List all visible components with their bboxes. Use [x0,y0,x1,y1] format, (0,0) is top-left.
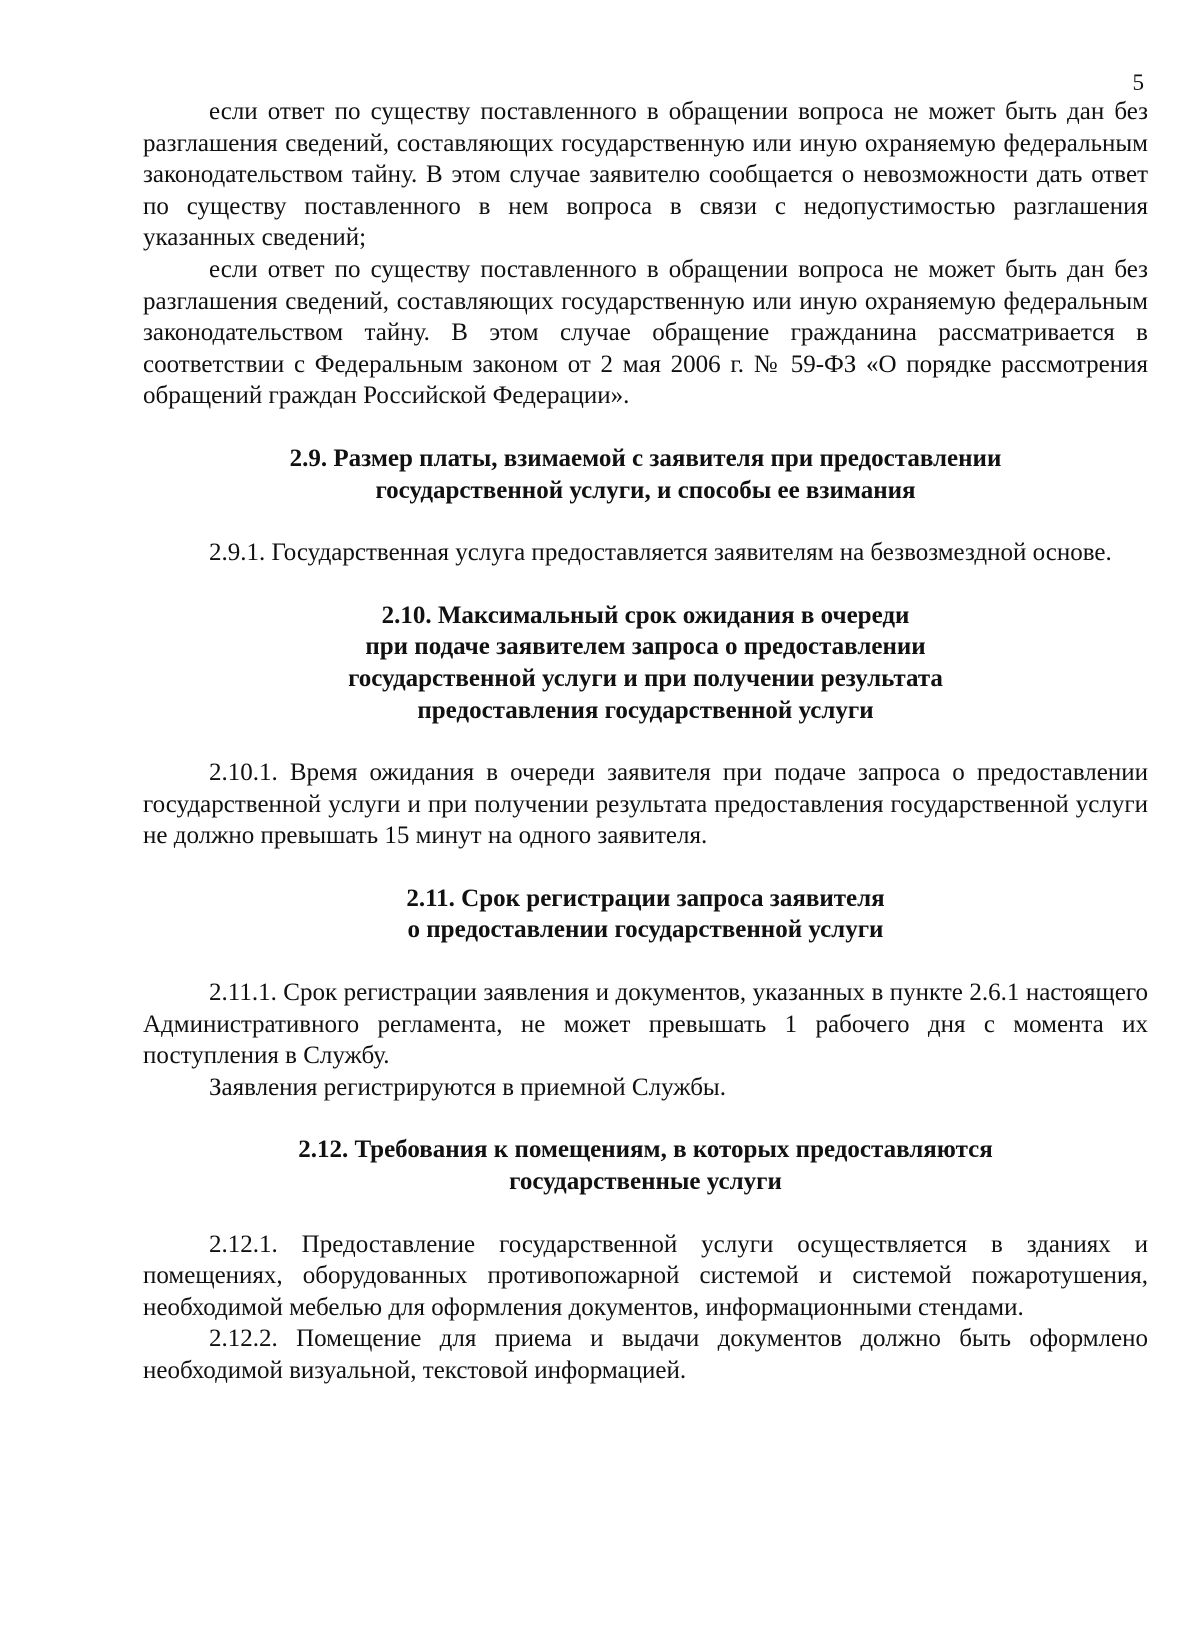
section-heading-2-10 [143,600,1148,726]
paragraph-2-12-2: 2.12.2. Помещение для приема и выдачи документов должно быть оформлено необходимой визуальной, текстовой информацией. [143,1325,1148,1384]
heading-line: при подаче заявителем запроса о предоставлении [365,633,926,661]
heading-line: 2.11. Срок регистрации запроса заявителя [406,884,885,912]
paragraph-2-12-1: 2.12.1. Предоставление государственной услуги осуществляется в зданиях и помещениях, оборудованных противопожарной системой и системой пожаротушения, необходимой мебелью для оформления документов, информационными стендами. [143,1230,1148,1321]
section-heading-2-9 [143,443,1148,506]
heading-line: о предоставлении государственной услуги [407,916,884,944]
paragraph-2-11-1: 2.11.1. Срок регистрации заявления и документов, указанных в пункте 2.6.1 настоящего Административного регламента, не может превышать 1 рабочего дня с момента их поступления в Службу. [143,979,1148,1070]
heading-line: 2.12. Требования к помещениям, в которых предоставляются [298,1136,993,1164]
heading-line: государственные услуги [509,1168,782,1196]
section-heading-2-12 [143,1134,1148,1197]
heading-line: государственной услуги, и способы ее взимания [375,476,916,504]
paragraph-2-11-registration: Заявления регистрируются в приемной Службы. [209,1073,726,1101]
page-number: 5 [1132,70,1144,95]
heading-line: предоставления государственной услуги [417,696,874,724]
heading-line: 2.10. Максимальный срок ожидания в очереди [381,601,910,629]
paragraph-secrecy-federal-law: если ответ по существу поставленного в обращении вопроса не может быть дан без разглашения сведений, составляющих государственную или иную охраняемую федеральным законодательством тайну. В этом случае обращение гражданина рассматривается в соответствии с Федеральным законом от 2 мая 2006 г. № 59-ФЗ «О порядке рассмотрения обращений граждан Российской Федерации». [143,255,1148,410]
paragraph-2-9-1: 2.9.1. Государственная услуга предоставляется заявителям на безвозмездной основе. [209,539,1112,567]
document-body [143,96,1148,1387]
heading-line: государственной услуги и при получении результата [348,664,943,692]
heading-line: 2.9. Размер платы, взимаемой с заявителя при предоставлении [289,444,1002,472]
paragraph-secrecy-refusal: если ответ по существу поставленного в обращении вопроса не может быть дан без разглашения сведений, составляющих государственную или иную охраняемую федеральным законодательством тайну. В этом случае заявителю сообщается о невозможности дать ответ по существу поставленного в нем вопроса в связи с недопустимостью разглашения указанных сведений; [143,98,1148,252]
paragraph-2-10-1: 2.10.1. Время ожидания в очереди заявителя при подаче запроса о предоставлении государственной услуги и при получении результата предоставления государственной услуги не должно превышать 15 минут на одного заявителя. [143,759,1148,850]
section-heading-2-11 [143,883,1148,946]
